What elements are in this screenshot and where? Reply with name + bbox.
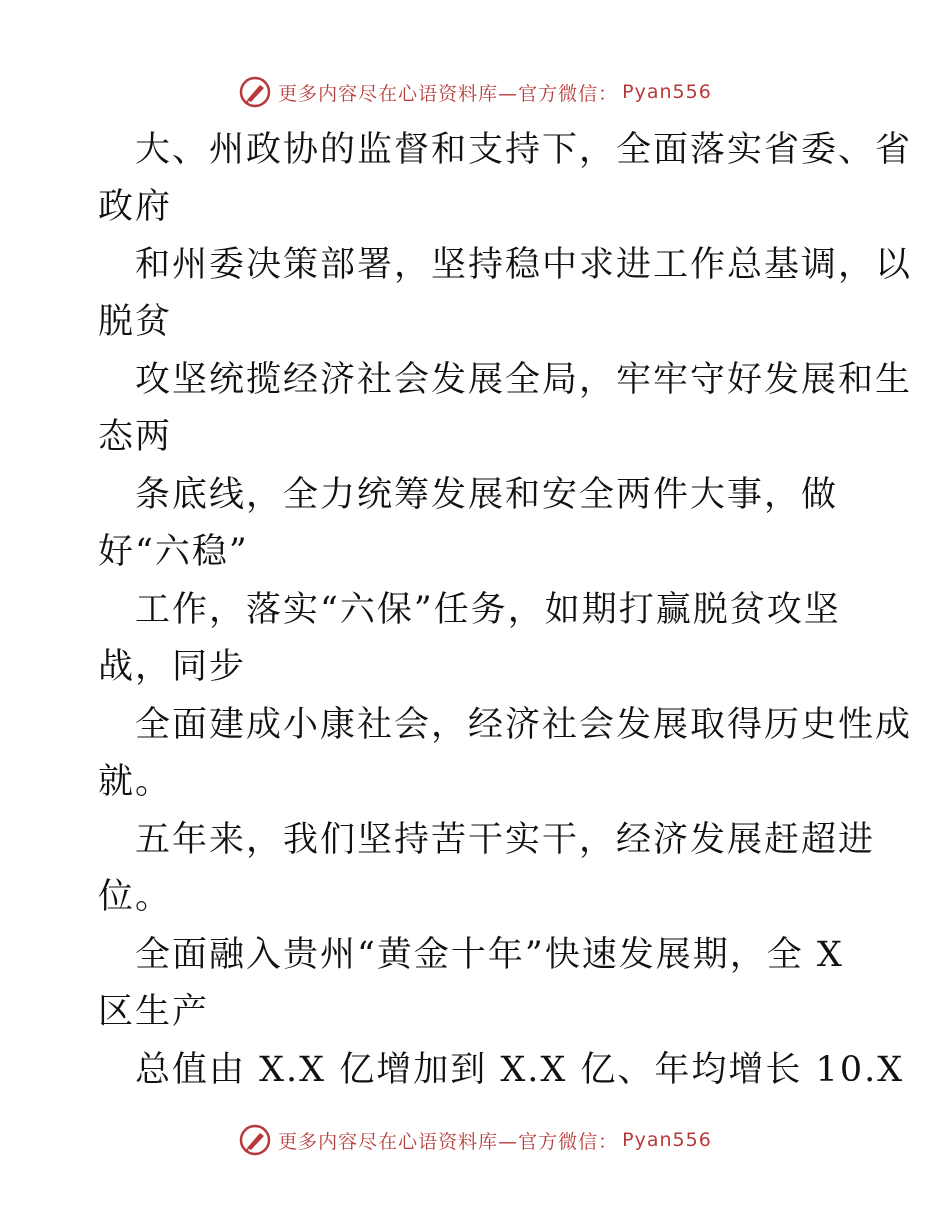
text-line: 全面建成小康社会，经济社会发展取得历史性成 (135, 705, 913, 745)
text-line: 全面融入贵州“黄金十年”快速发展期，全 X (135, 935, 844, 975)
text-line: 位。 (98, 877, 173, 917)
text-line: 五年来，我们坚持苦干实干，经济发展赶超进 (135, 820, 876, 860)
text-line: 和州委决策部署，坚持稳中求进工作总基调，以 (135, 245, 913, 285)
footer-watermark-banner (0, 1120, 950, 1160)
footer-banner-wechat-id: Pyan556 (622, 1129, 712, 1151)
text-line: 条底线，全力统筹发展和安全两件大事，做 (135, 475, 839, 515)
footer-banner-text: 更多内容尽在心语资料库—官方微信： (278, 1130, 619, 1153)
text-line: 攻坚统揽经济社会发展全局，牢牢守好发展和生 (135, 360, 913, 400)
text-line: 战，同步 (98, 647, 247, 687)
header-watermark-banner (0, 72, 950, 112)
text-line: 总值由 X.X 亿增加到 X.X 亿、年均增长 10.X (135, 1050, 905, 1090)
header-banner-text: 更多内容尽在心语资料库—官方微信： (278, 82, 619, 105)
text-line: 脱贫 (98, 302, 173, 342)
text-line: 就。 (98, 762, 173, 802)
text-line: 态两 (98, 417, 173, 457)
text-line: 大、州政协的监督和支持下，全面落实省委、省 (135, 130, 913, 170)
pen-logo-icon (238, 1123, 272, 1157)
text-line: 区生产 (98, 992, 210, 1032)
text-line: 政府 (98, 187, 173, 227)
pen-logo-icon (238, 75, 272, 109)
text-line: 工作，落实“六保”任务，如期打赢脱贫攻坚 (135, 590, 841, 630)
text-line: 好“六稳” (98, 532, 249, 572)
header-banner-wechat-id: Pyan556 (622, 81, 712, 103)
